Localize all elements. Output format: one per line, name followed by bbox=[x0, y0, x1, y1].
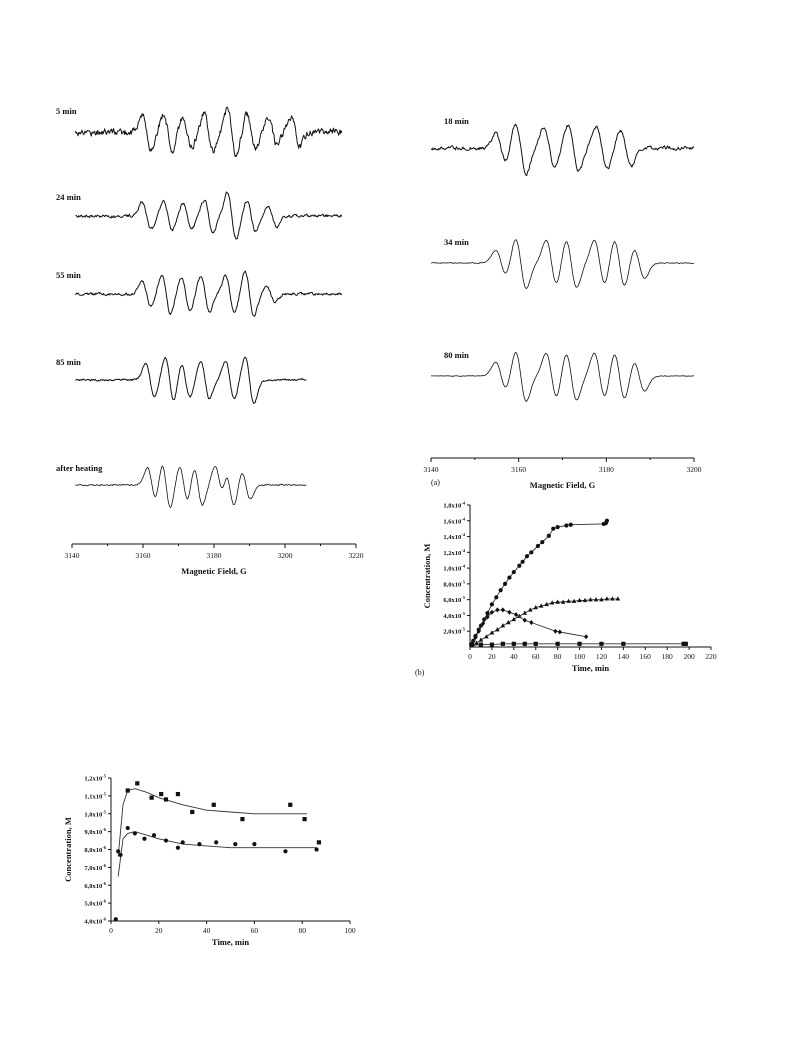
y-tick-exponent: -5 bbox=[102, 791, 106, 797]
x-tick-label: 200 bbox=[683, 652, 695, 661]
y-tick-mantissa: 1,1x10 bbox=[84, 793, 103, 801]
y-tick-exponent: -4 bbox=[461, 500, 465, 506]
data-point bbox=[564, 523, 568, 527]
data-point bbox=[536, 544, 540, 548]
data-point bbox=[233, 842, 237, 846]
y-tick-mantissa: 1,8x10 bbox=[443, 502, 462, 510]
y-tick-mantissa: 8,0x10 bbox=[443, 581, 462, 589]
data-point bbox=[684, 642, 688, 646]
epr-trace-label: 85 min bbox=[56, 357, 81, 367]
x-tick-label: 3140 bbox=[64, 551, 80, 560]
y-tick-mantissa: 1,2x10 bbox=[443, 549, 462, 557]
y-tick-mantissa: 1,0x10 bbox=[84, 811, 103, 819]
y-tick-mantissa: 1,0x10 bbox=[443, 565, 462, 573]
x-tick-label: 0 bbox=[109, 926, 113, 935]
x-tick-label: 100 bbox=[344, 926, 356, 935]
data-point bbox=[317, 840, 321, 844]
data-point bbox=[517, 564, 521, 568]
epr-trace-label: 80 min bbox=[444, 350, 469, 360]
y-tick-mantissa: 6,0x10 bbox=[443, 597, 462, 605]
x-tick-label: 0 bbox=[468, 652, 472, 661]
x-axis-title: Magnetic Field, G bbox=[181, 566, 247, 576]
y-tick-mantissa: 1,6x10 bbox=[443, 518, 462, 526]
x-axis-title: Magnetic Field, G bbox=[529, 480, 596, 490]
y-tick-mantissa: 7,0x10 bbox=[84, 864, 103, 872]
epr-trace-label: 5 min bbox=[56, 106, 77, 116]
panel-label: (a) bbox=[431, 478, 440, 487]
data-point bbox=[621, 642, 625, 646]
data-point bbox=[164, 838, 168, 842]
x-tick-label: 100 bbox=[573, 652, 586, 661]
x-tick-label: 3180 bbox=[598, 465, 614, 474]
data-point bbox=[288, 803, 292, 807]
epr-trace-label: 55 min bbox=[56, 270, 81, 280]
x-tick-label: 20 bbox=[155, 926, 163, 935]
x-tick-label: 40 bbox=[202, 926, 211, 935]
y-tick-exponent: -5 bbox=[461, 610, 465, 616]
data-point bbox=[135, 781, 139, 785]
x-tick-label: 3200 bbox=[277, 551, 293, 560]
data-point bbox=[551, 527, 555, 531]
panel-label: (b) bbox=[415, 668, 425, 677]
x-tick-label: 3160 bbox=[511, 465, 527, 474]
y-tick-exponent: -4 bbox=[461, 532, 465, 538]
y-tick-exponent: -6 bbox=[102, 898, 106, 904]
data-point bbox=[512, 642, 516, 646]
y-axis-title: Concentration, M bbox=[63, 817, 73, 882]
data-point bbox=[252, 842, 256, 846]
data-point bbox=[164, 797, 168, 801]
epr-trace-label: 24 min bbox=[56, 192, 81, 202]
y-tick-exponent: -4 bbox=[461, 563, 465, 569]
data-point bbox=[479, 643, 483, 647]
x-tick-label: 180 bbox=[661, 652, 673, 661]
x-tick-label: 160 bbox=[639, 652, 651, 661]
data-point bbox=[116, 849, 120, 853]
data-point bbox=[529, 550, 533, 554]
y-tick-exponent: -6 bbox=[102, 916, 106, 922]
y-tick-exponent: -5 bbox=[102, 809, 106, 815]
data-point bbox=[114, 917, 118, 921]
y-tick-exponent: -5 bbox=[461, 626, 465, 632]
y-tick-exponent: -4 bbox=[461, 516, 465, 522]
data-point bbox=[283, 849, 287, 853]
y-tick-mantissa: 5,0x10 bbox=[84, 900, 103, 908]
x-tick-label: 20 bbox=[488, 652, 496, 661]
y-tick-exponent: -5 bbox=[102, 773, 106, 779]
epr-trace-label: 34 min bbox=[444, 237, 469, 247]
epr-trace-label: 18 min bbox=[444, 116, 469, 126]
x-tick-label: 140 bbox=[617, 652, 629, 661]
x-tick-label: 3180 bbox=[206, 551, 222, 560]
data-point bbox=[314, 847, 318, 851]
data-point bbox=[503, 582, 507, 586]
data-point bbox=[490, 643, 494, 647]
data-point bbox=[150, 796, 154, 800]
data-point bbox=[520, 560, 524, 564]
data-point bbox=[159, 792, 163, 796]
data-point bbox=[490, 602, 494, 606]
data-point bbox=[181, 840, 185, 844]
data-point bbox=[494, 595, 498, 599]
data-point bbox=[507, 575, 511, 579]
data-point bbox=[501, 642, 505, 646]
data-point bbox=[197, 842, 201, 846]
x-tick-label: 80 bbox=[553, 652, 562, 661]
data-point bbox=[302, 817, 306, 821]
data-point bbox=[540, 540, 544, 544]
y-axis-title: Concentration, M bbox=[422, 543, 432, 609]
data-point bbox=[212, 803, 216, 807]
x-tick-label: 220 bbox=[705, 652, 717, 661]
x-tick-label: 40 bbox=[510, 652, 518, 661]
epr-trace-label: after heating bbox=[56, 463, 103, 473]
data-point bbox=[126, 788, 130, 792]
data-point bbox=[133, 831, 137, 835]
data-point bbox=[470, 643, 474, 647]
x-axis-title: Time, min bbox=[571, 663, 610, 673]
data-point bbox=[176, 846, 180, 850]
y-tick-mantissa: 8,0x10 bbox=[84, 847, 103, 854]
y-tick-mantissa: 6,0x10 bbox=[84, 882, 103, 890]
data-point bbox=[556, 525, 560, 529]
x-tick-label: 80 bbox=[298, 926, 306, 935]
y-tick-mantissa: 2,0x10 bbox=[443, 628, 462, 636]
x-tick-label: 3220 bbox=[348, 551, 364, 560]
y-tick-exponent: -6 bbox=[102, 827, 106, 833]
data-point bbox=[577, 642, 581, 646]
data-point bbox=[176, 792, 180, 796]
data-point bbox=[599, 642, 603, 646]
y-tick-exponent: -4 bbox=[461, 547, 465, 553]
y-tick-mantissa: 1,4x10 bbox=[443, 534, 462, 542]
x-axis-title: Time, min bbox=[211, 937, 250, 947]
y-tick-mantissa: 4,0x10 bbox=[443, 612, 462, 620]
data-point bbox=[214, 840, 218, 844]
data-point bbox=[523, 642, 527, 646]
data-point bbox=[534, 642, 538, 646]
y-tick-exponent: -5 bbox=[461, 579, 465, 585]
x-tick-label: 3140 bbox=[423, 465, 439, 474]
data-point bbox=[605, 519, 609, 523]
data-point bbox=[126, 826, 130, 830]
data-point bbox=[512, 570, 516, 574]
x-tick-label: 120 bbox=[595, 652, 608, 661]
y-tick-exponent: -6 bbox=[102, 845, 106, 850]
data-point bbox=[190, 810, 194, 814]
y-tick-mantissa: 1,2x10 bbox=[84, 775, 103, 783]
x-tick-label: 60 bbox=[531, 652, 540, 661]
data-point bbox=[556, 642, 560, 646]
x-tick-label: 3200 bbox=[686, 465, 702, 474]
data-point bbox=[152, 833, 156, 837]
y-tick-mantissa: 4,0x10 bbox=[84, 918, 103, 926]
y-tick-exponent: -5 bbox=[461, 595, 465, 601]
y-tick-exponent: -6 bbox=[102, 880, 106, 886]
data-point bbox=[547, 534, 551, 538]
data-point bbox=[499, 588, 503, 592]
y-tick-exponent: -6 bbox=[102, 862, 106, 868]
data-point bbox=[118, 853, 122, 857]
x-tick-label: 60 bbox=[250, 926, 259, 935]
x-tick-label: 3160 bbox=[135, 551, 151, 560]
data-point bbox=[142, 837, 146, 841]
data-point bbox=[525, 554, 529, 558]
data-point bbox=[569, 523, 573, 527]
data-point bbox=[240, 817, 244, 821]
y-tick-mantissa: 9,0x10 bbox=[84, 829, 103, 837]
